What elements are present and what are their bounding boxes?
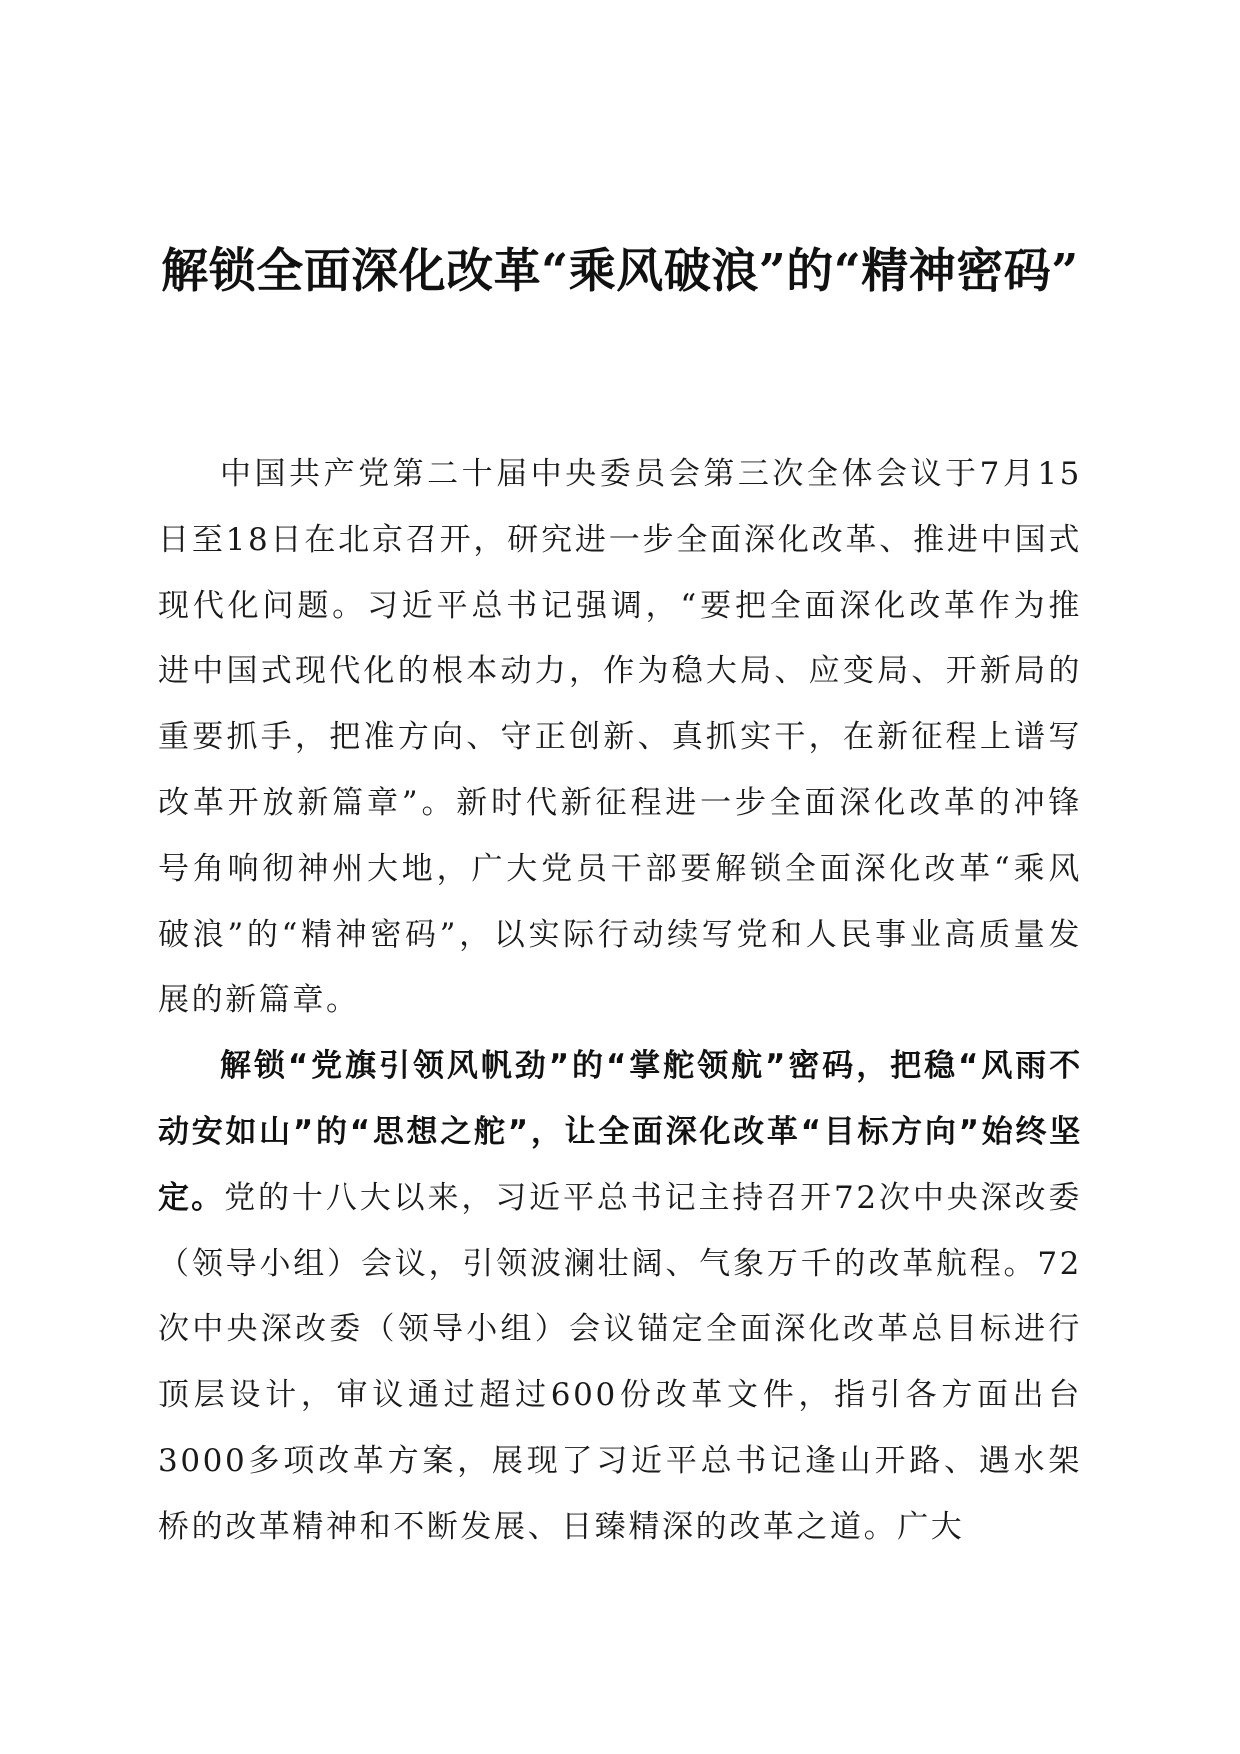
document-body <box>158 442 1082 1561</box>
paragraph-intro-text: 中国共产党第二十届中央委员会第三次全体会议于7月15日至18日在北京召开，研究进一步全面深化改革、推进中国式现代化问题。习近平总书记强调，“要把全面深化改革作为推进中国式现代化的根本动力，作为稳大局、应变局、开新局的重要抓手，把准方向、守正创新、真抓实干，在新征程上谱写改革开放新篇章”。新时代新征程进一步全面深化改革的冲锋号角响彻神州大地，广大党员干部要解锁全面深化改革“乘风破浪”的“精神密码”，以实际行动续写党和人民事业高质量发展的新篇章。 <box>158 456 1082 1019</box>
paragraph-section-1 <box>158 1034 1082 1560</box>
section-1-heading: 解锁“党旗引领风帆劲”的“掌舵领航”密码，把稳“风雨不动安如山”的“思想之舵”，让全面深化改革“目标方向”始终坚定。 <box>158 1048 1082 1216</box>
section-1-text: 党的十八大以来，习近平总书记主持召开72次中央深改委（领导小组）会议，引领波澜壮阔、气象万千的改革航程。72次中央深改委（领导小组）会议锚定全面深化改革总目标进行顶层设计，审议通过超过600份改革文件，指引各方面出台3000多项改革方案，展现了习近平总书记逢山开路、遇水架桥的改革精神和不断发展、日臻精深的改革之道。广大 <box>158 1179 1082 1545</box>
paragraph-intro <box>158 442 1082 1034</box>
document-title: 解锁全面深化改革“乘风破浪”的“精神密码” <box>161 244 1079 299</box>
